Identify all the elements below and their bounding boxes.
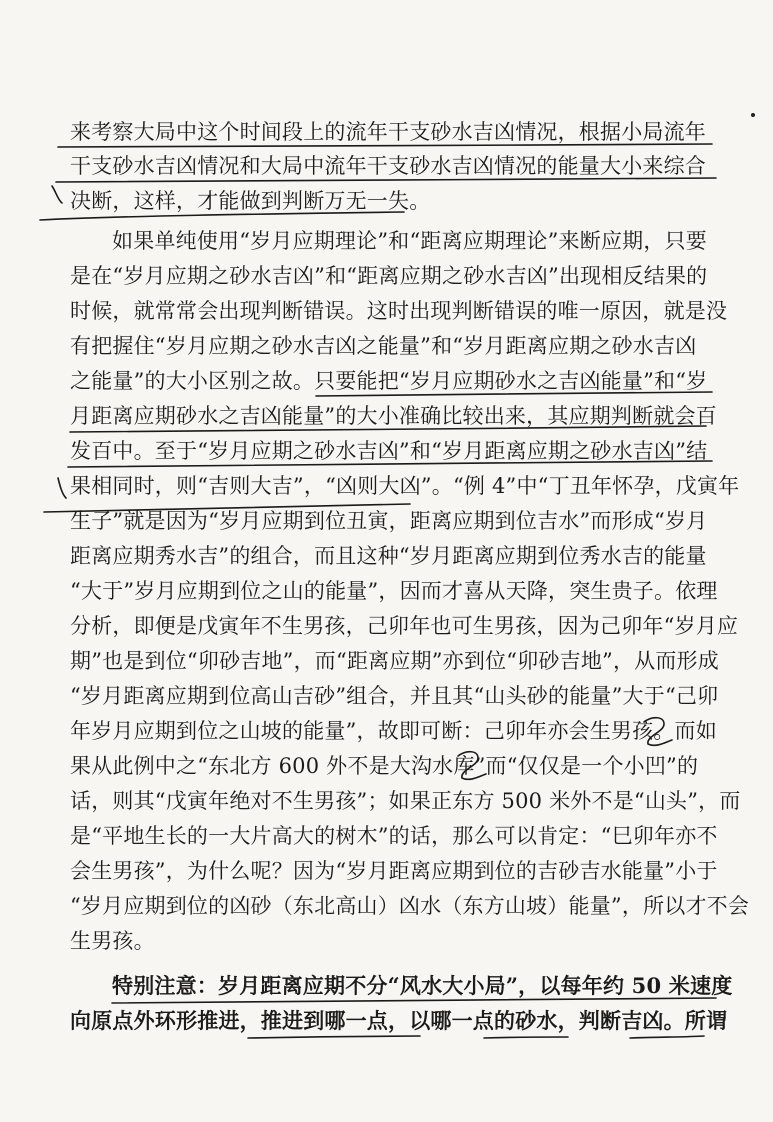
text-line: 之能量”的大小区别之故。只要能把“岁月应期砂水之吉凶能量”和“岁 bbox=[70, 369, 708, 393]
text-line: 年岁月应期到位之山坡的能量”，故即可断：己卯年亦会生男孩。而如 bbox=[70, 719, 717, 743]
text-line: 有把握住“岁月应期之砂水吉凶之能量”和“岁月距离应期之砂水吉凶 bbox=[70, 334, 697, 358]
text-line: 会生男孩”，为什么呢？因为“岁月距离应期到位的吉砂吉水能量”小于 bbox=[70, 859, 718, 883]
text-line: 月距离应期砂水之吉凶能量”的大小准确比较出来，其应期判断就会百 bbox=[70, 404, 717, 428]
text-line: 期”也是到位“卯砂吉地”，而“距离应期”亦到位“卯砂吉地”，从而形成 bbox=[70, 649, 719, 673]
text-line: 分析，即便是戊寅年不生男孩，己卯年也可生男孩，因为己卯年“岁月应 bbox=[70, 614, 739, 638]
text-line: 话，则其“戊寅年绝对不生男孩”；如果正东方 500 米外不是“山头”，而 bbox=[70, 789, 741, 813]
text-line: 生男孩。 bbox=[70, 929, 155, 953]
text-line: 是“平地生长的一大片高大的树木”的话，那么可以肯定：“巳卯年亦不 bbox=[70, 824, 718, 848]
text-line: 是在“岁月应期之砂水吉凶”和“距离应期之砂水吉凶”出现相反结果的 bbox=[70, 264, 708, 288]
note-first-line: 特别注意：岁月距离应期不分“风水大小局”，以每年约 50 米速度 bbox=[112, 973, 733, 998]
underline-mark bbox=[484, 1037, 568, 1038]
underline-mark bbox=[248, 1036, 420, 1038]
text-line: 决断，这样，才能做到判断万无一失。 bbox=[70, 189, 431, 213]
note-line: 向原点外环形推进，推进到哪一点，以哪一点的砂水，判断吉凶。所谓 bbox=[70, 1008, 728, 1033]
text-line: “岁月应期到位的凶砂（东北高山）凶水（东方山坡）能量”，所以才不会 bbox=[70, 894, 750, 918]
underline-mark bbox=[52, 186, 62, 203]
underline-mark bbox=[58, 478, 66, 498]
text-line: 干支砂水吉凶情况和大局中流年干支砂水吉凶情况的能量大小来综合 bbox=[70, 154, 706, 178]
underline-mark bbox=[630, 1036, 704, 1038]
text-line: 生子”就是因为“岁月应期到位丑寅，距离应期到位吉水”而形成“岁月 bbox=[70, 509, 708, 533]
text-line: 时候，就常常会出现判断错误。这时出现判断错误的唯一原因，就是没 bbox=[70, 299, 728, 323]
ink-speck bbox=[751, 113, 755, 117]
text-line: 发百中。至于“岁月应期之砂水吉凶”和“岁月距离应期之砂水吉凶”结 bbox=[70, 439, 708, 463]
text-line: 距离应期秀水吉”的组合，而且这种“岁月距离应期到位秀水吉的能量 bbox=[70, 544, 707, 568]
text-line: 来考察大局中这个时间段上的流年干支砂水吉凶情况，根据小局流年 bbox=[70, 120, 706, 144]
text-line: 果从此例中之“东北方 600 外不是大沟水库”而“仅仅是一个小凹”的 bbox=[70, 754, 699, 778]
text-line: “大于”岁月应期到位之山的能量”，因而才喜从天降，突生贵子。依理 bbox=[70, 579, 718, 603]
paragraph-first-line: 如果单纯使用“岁月应期理论”和“距离应期理论”来断应期，只要 bbox=[112, 229, 707, 253]
text-line: 果相同时，则“吉则大吉”，“凶则大凶”。“例 4”中“丁丑年怀孕，戊寅年 bbox=[70, 474, 740, 498]
text-line: “岁月距离应期到位高山吉砂”组合，并且其“山头砂的能量”大于“己卯 bbox=[70, 684, 719, 708]
